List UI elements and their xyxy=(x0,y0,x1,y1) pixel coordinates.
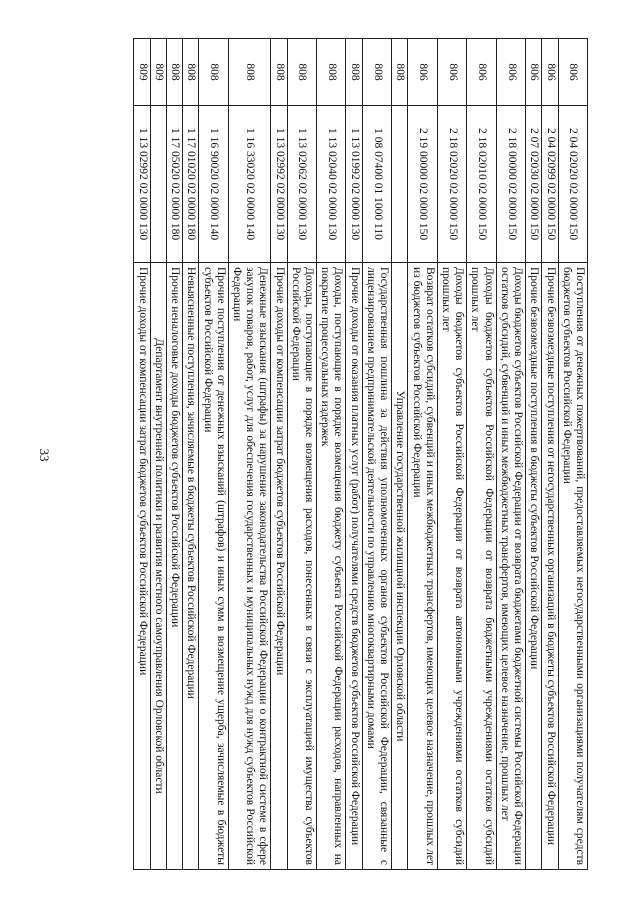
revenue-name-cell: Доходы, поступающие в порядке возмещения расходов, понесенных в связи с эксплуатацией имущества субъектов Российской Федерации xyxy=(287,263,316,870)
revenue-name-cell: Доходы, поступающие в порядке возмещения бюджету субъекта Российской Федерации расходов, направленных на покрытие процессуальных издержек xyxy=(317,263,346,870)
department-row xyxy=(150,39,166,870)
admin-code-cell: 808 xyxy=(362,39,391,106)
admin-code-cell: 808 xyxy=(346,39,362,106)
rotated-page xyxy=(64,38,588,870)
revenue-code-cell: 1 08 07400 01 1000 110 xyxy=(362,106,391,263)
admin-code-cell: 806 xyxy=(558,39,587,106)
revenue-code-cell: 2 18 00000 02 0000 150 xyxy=(496,106,525,263)
table-body xyxy=(134,39,588,870)
revenue-name-cell: Возврат остатков субсидий, субвенций и иных межбюджетных трансфертов, имеющих целевое назначение, прошлых лет из бюджетов субъектов Российской Федерации xyxy=(408,263,437,870)
admin-code-cell: 806 xyxy=(496,39,525,106)
admin-code-cell: 806 xyxy=(408,39,437,106)
table-row xyxy=(526,39,542,870)
table-row xyxy=(346,39,362,870)
revenue-name-cell: Доходы бюджетов субъектов Российской Федерации от возврата автономными учреждениями остатков субсидий прошлых лет xyxy=(437,263,466,870)
admin-code-cell: 808 xyxy=(271,39,287,106)
department-row xyxy=(392,39,408,870)
admin-code-cell: 806 xyxy=(542,39,558,106)
revenue-code-cell: 1 13 02992 02 0000 130 xyxy=(271,106,287,263)
revenue-code-cell: 2 04 02099 02 0000 150 xyxy=(542,106,558,263)
revenue-name-cell: Невыясненные поступления, зачисляемые в бюджеты субъектов Российской Федерации xyxy=(183,263,199,870)
admin-code-cell: 808 xyxy=(392,39,408,106)
admin-code-cell: 806 xyxy=(467,39,496,106)
revenue-code-cell: 2 18 02010 02 0000 150 xyxy=(467,106,496,263)
revenue-code-cell: 1 13 02062 02 0000 130 xyxy=(287,106,316,263)
revenue-code-cell: 2 18 02020 02 0000 150 xyxy=(437,106,466,263)
admin-code-cell: 809 xyxy=(134,39,150,106)
revenue-name-cell: Прочие неналоговые доходы бюджетов субъектов Российской Федерации xyxy=(166,263,182,870)
revenue-name-cell: Прочие доходы от компенсации затрат бюджетов субъектов Российской Федерации xyxy=(134,263,150,870)
revenue-codes-table xyxy=(133,38,588,870)
table-row xyxy=(467,39,496,870)
revenue-name-cell: Доходы бюджетов субъектов Российской Федерации от возврата бюджетными учреждениями остатков субсидий прошлых лет xyxy=(467,263,496,870)
admin-code-cell: 809 xyxy=(150,39,166,106)
revenue-code-cell xyxy=(392,106,408,263)
admin-code-cell: 808 xyxy=(228,39,271,106)
revenue-code-cell: 1 13 01992 02 0000 130 xyxy=(346,106,362,263)
department-name-cell: Управление государственной жилищной инспекции Орловской области xyxy=(392,263,408,870)
revenue-code-cell: 1 17 01020 02 0000 180 xyxy=(183,106,199,263)
revenue-code-cell: 1 17 05020 02 0000 180 xyxy=(166,106,182,263)
table-row xyxy=(199,39,228,870)
revenue-name-cell: Прочие безвозмездные поступления в бюджеты субъектов Российской Федерации xyxy=(526,263,542,870)
table-row xyxy=(496,39,525,870)
page-number: 33 xyxy=(37,448,52,462)
revenue-name-cell: Прочие безвозмездные поступления от негосударственных организаций в бюджеты субъектов Российской Федерации xyxy=(542,263,558,870)
revenue-name-cell: Доходы бюджетов субъектов Российской Федерации от возврата бюджетами бюджетной системы Российской Федерации остатков субсидий, субвенций и иных межбюджетных трансфертов, имеющих целевое назначение, прошлых лет xyxy=(496,263,525,870)
revenue-code-cell: 2 04 02020 02 0000 150 xyxy=(558,106,587,263)
table-row xyxy=(317,39,346,870)
revenue-name-cell: Государственная пошлина за действия уполномоченных органов субъектов Российской Федерации, связанные с лицензированием предпринимательской деятельности по управлению многоквартирными домами xyxy=(362,263,391,870)
table-row xyxy=(134,39,150,870)
revenue-code-cell: 1 16 90020 02 0000 140 xyxy=(199,106,228,263)
department-name-cell: Департамент внутренней политики и развития местного самоуправления Орловской области xyxy=(150,263,166,870)
revenue-name-cell: Прочие доходы от компенсации затрат бюджетов субъектов Российской Федерации xyxy=(271,263,287,870)
revenue-code-cell: 2 19 00000 02 0000 150 xyxy=(408,106,437,263)
table-row xyxy=(228,39,271,870)
admin-code-cell: 808 xyxy=(287,39,316,106)
table-row xyxy=(558,39,587,870)
revenue-name-cell: Денежные взыскания (штрафы) за нарушение законодательства Российской Федерации о контрактной системе в сфере закупок товаров, работ, услуг для обеспечения государственных и муниципальных нужд для нужд субъектов Российской Федерации xyxy=(228,263,271,870)
table-row xyxy=(183,39,199,870)
table-row xyxy=(166,39,182,870)
revenue-code-cell: 2 07 02030 02 0000 150 xyxy=(526,106,542,263)
revenue-name-cell: Прочие поступления от денежных взысканий (штрафов) и иных сумм в возмещение ущерба, зачисляемые в бюджеты субъектов Российской Федерации xyxy=(199,263,228,870)
table-row xyxy=(437,39,466,870)
admin-code-cell: 808 xyxy=(199,39,228,106)
admin-code-cell: 806 xyxy=(526,39,542,106)
admin-code-cell: 808 xyxy=(183,39,199,106)
revenue-code-cell: 1 16 33020 02 0000 140 xyxy=(228,106,271,263)
table-row xyxy=(287,39,316,870)
table-row xyxy=(408,39,437,870)
admin-code-cell: 808 xyxy=(317,39,346,106)
table-row xyxy=(542,39,558,870)
table-row xyxy=(271,39,287,870)
admin-code-cell: 806 xyxy=(437,39,466,106)
revenue-name-cell: Прочие доходы от оказания платных услуг (работ) получателями средств бюджетов субъектов Российской Федерации xyxy=(346,263,362,870)
revenue-code-cell: 1 13 02040 02 0000 130 xyxy=(317,106,346,263)
revenue-code-cell: 1 13 02992 02 0000 130 xyxy=(134,106,150,263)
revenue-code-cell xyxy=(150,106,166,263)
revenue-name-cell: Поступления от денежных пожертвований, предоставляемых негосударственными организациями получателям средств бюджетов субъектов Российской Федерации xyxy=(558,263,587,870)
admin-code-cell: 808 xyxy=(166,39,182,106)
table-row xyxy=(362,39,391,870)
